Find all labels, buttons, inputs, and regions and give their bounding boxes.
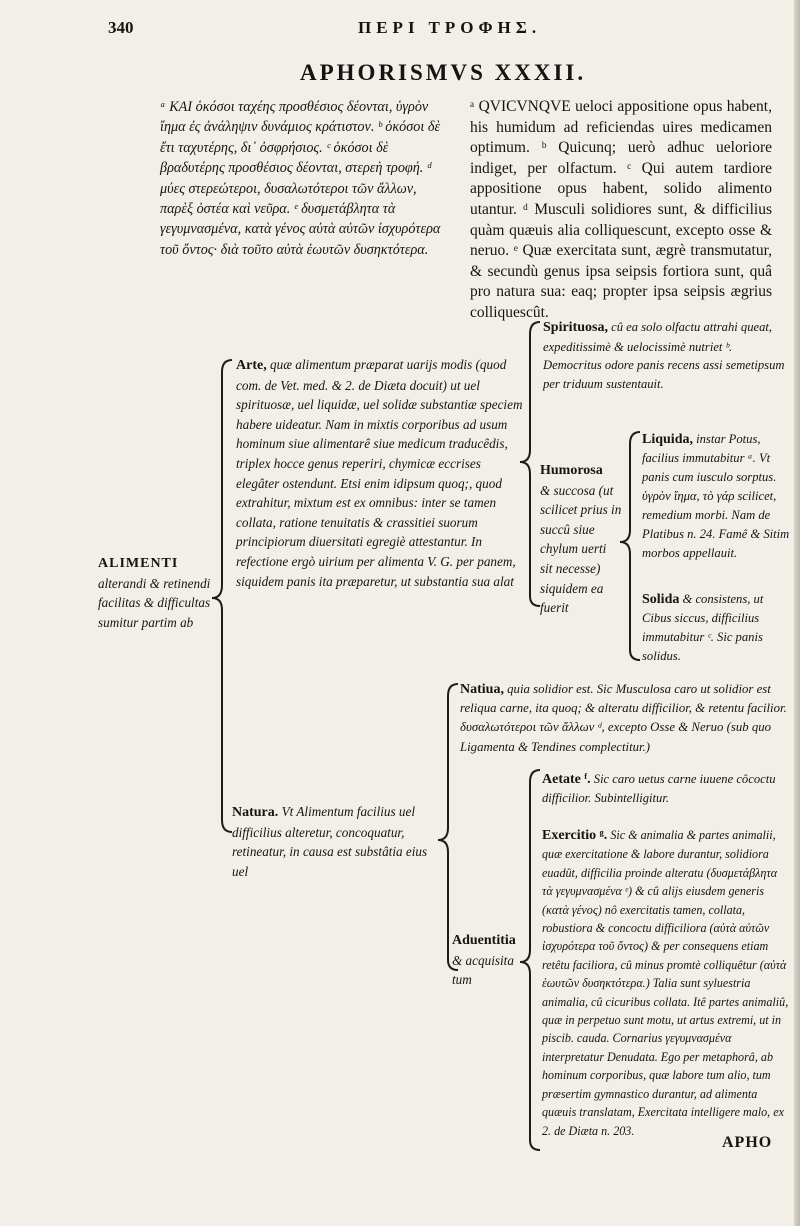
catchword: APHO — [722, 1134, 773, 1151]
node-aduentitia — [452, 930, 526, 990]
running-title: ΠΕΡΙ ΤΡΟΦΗΣ. — [358, 18, 542, 37]
node-humorosa — [540, 460, 622, 618]
node-arte-head: Arte, — [236, 358, 267, 373]
node-arte-text: quæ alimentum præparat uarijs modis (quod com. de Vet. med. & 2. de Diæta docuit) ut uel spirituosæ, uel liquidæ, uel solidæ substantiæ speciem habere uideatur. Nam in mixtis corporibus ad usum hominum siue alimentarê siue medicum traducêdis, triplex hocce genus reperiri, chymicæ eccrises elegâter ostendunt. Etsi enim idipsum quoq;, quod extrahitur, mixtum est ex omnibus: inter se tamen collata, ratione tenuitatis & crassitiei suorum principiorum diuersitati egregiè attestantur. In refectione ergò uirium per alimenta V. G. per panem, siquidem panis ita præparetur, ut substantia sua alat — [236, 357, 523, 589]
node-solida — [642, 590, 790, 666]
node-arte — [236, 355, 526, 591]
node-natiua — [460, 680, 790, 757]
node-humorosa-head: Humorosa — [540, 463, 603, 478]
node-spirituosa — [543, 318, 788, 393]
node-exercitio — [542, 826, 790, 1140]
node-liquida-text: instar Potus, facilius immutabitur ᵃ. Vt panis cum iusculo sorptus. ὑγρὸν ἴημα, τὸ γάρ scilicet, remedium morbi. Nam de Platibus n. 24. Famê & Sitim morbos appellauit. — [642, 432, 790, 560]
node-solida-text: & consistens, ut Cibus siccus, difficilius immutabitur ᶜ. Sic panis solidus. — [642, 592, 764, 663]
node-exercitio-head: Exercitio ᵍ. — [542, 828, 608, 843]
node-aduentitia-head: Aduentitia — [452, 933, 516, 948]
node-aetate-head: Aetate ᶠ. — [542, 772, 591, 787]
node-natiua-head: Natiua, — [460, 682, 504, 697]
latin-aphorism-text: ᵃ QVICVNQVE ueloci appositione opus habent, his humidum ad reficiendas uires medicamen optimum. ᵇ Quicunq; uerò adhuc ueloriore indiget, per olfactum. ᶜ Qui autem tardiore appositione opus habent, solido alimento utantur. ᵈ Musculi solidiores sunt, & difficilius quàm quæuis alia colliquescunt, excepto osse & neruo. ᵉ Quæ exercitata sunt, ægrè transmutatur, & secundù genus ipsa seipsis fortiora sunt, quâ pro natura sua: eaq; propter ipsa seipsis ægrius colliquescût. — [470, 98, 772, 321]
aphorism-heading: APHORISMVS XXXII. — [300, 60, 587, 85]
node-alimenti-head: ALIMENTI — [98, 556, 179, 571]
node-solida-head: Solida — [642, 592, 680, 607]
node-liquida-head: Liquida, — [642, 432, 693, 447]
node-natura-text: Vt Alimentum facilius uel difficilius alteretur, concoquatur, retineatur, in causa est substâtia eius uel — [232, 804, 428, 879]
node-aduentitia-text: & acquisita tum — [452, 952, 514, 988]
node-alimenti-text: alterandi & retinendi facilitas & difficultas sumitur partim ab — [98, 575, 211, 630]
node-aetate-text: Sic caro uetus carne iuuene côcoctu difficilior. Subintelligitur. — [542, 772, 776, 805]
page-number: 340 — [108, 18, 134, 37]
node-natiua-text: quia solidior est. Sic Musculosa caro ut solidior est reliqua carne, ita quoq; & alteratu difficilior, & retentu facilior. δυσαλωτότεροι τῶν ἄλλων ᵈ, excepto Osse & Neruo (sub quo Ligamenta & Tendines complectitur.) — [460, 682, 787, 754]
node-alimenti — [98, 553, 218, 632]
page-edge-shadow — [794, 0, 800, 1226]
node-spirituosa-text: cû ea solo olfactu attrahi queat, expeditissimè & uelocissimè nutriet ᵇ. Democritus odore panis recens assi semetipsum per triduum sustentauit. — [543, 320, 785, 391]
node-spirituosa-head: Spirituosa, — [543, 320, 608, 335]
node-exercitio-text: Sic & animalia & partes animalii, quæ exercitatione & labore durantur, solidiora euadût, difficilia proinde alteratu (δυσμετάβλητα τὰ γεγυμνασμένα ᵉ) & cû alijs eiusdem generis (κατὰ γένος) nô exercitatis tamen, collata, robustiora & concoctu difficiliora (αὐτὰ αὐτῶν ἰσχυρότερα τοῦ ὄντος) & per consequens etiam retêtu faciliora, cû minus promtè colliquêtur (αὐτὰ ἑωυτῶν δυσηκτότερα.) Talia sunt syluestria animalia, cû cicuribus collata. Itê partes animaliû, quæ in perpetuo sunt motu, ut artus extremi, ut in piscib. cauda. Cornarius γεγυμνασμένα interpretatur Denudata. Ego per metaphorâ, ab hominum corporibus, quæ labore tum alio, tum præsertim gymnastico durantur, ad alimenta quæuis translatam, Exercitata intelligere malo, ex 2. de Diæta n. 203. — [542, 828, 789, 1138]
node-aetate — [542, 770, 790, 808]
node-liquida — [642, 430, 790, 563]
greek-aphorism-text: ᵃ ΚΑΙ ὁκόσοι ταχέης προσθέσιος δέονται, ὑγρὸν ἴημα ἐς ἀνάληψιν δυνάμιος κράτιστον. ᵇ ὁκόσοι δὲ ἔτι ταχυτέρης, δι᾽ ὀσφρήσιος. ᶜ ὁκόσοι δὲ βραδυτέρης προσθέσιος δέονται, στερεὴ τροφή. ᵈ μύες στερεώτεροι, δυσαλωτότεροι τῶν ἄλλων, παρὲξ ὀστέα καὶ νεῦρα. ᵉ δυσμετάβλητα τὰ γεγυμνασμένα, κατὰ γένος αὐτὰ αὐτῶν ἰσχυρότερα τοῦ ὄντος· διὰ τοῦτο αὐτὰ ἑωυτῶν δυσηκτότερα. — [160, 99, 441, 258]
node-natura-head: Natura. — [232, 805, 279, 820]
node-humorosa-text: & succosa (ut scilicet prius in succû siue chylum uerti sit necesse) siquidem ea fuerit — [540, 482, 622, 616]
node-natura — [232, 802, 444, 881]
